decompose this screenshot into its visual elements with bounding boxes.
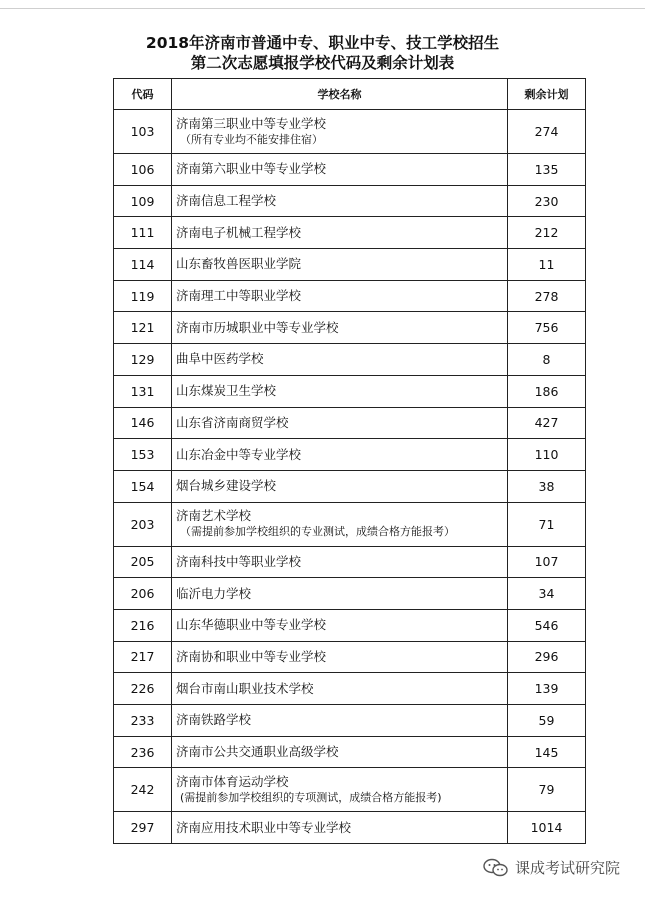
cell-school-name — [172, 439, 508, 471]
watermark — [483, 857, 620, 878]
header-name: 学校名称 — [172, 79, 508, 110]
cell-remaining-plan: 38 — [508, 470, 586, 502]
school-name: 临沂电力学校 — [176, 585, 252, 601]
table-row — [114, 736, 586, 768]
watermark-text: 课成考试研究院 — [515, 859, 621, 877]
cell-remaining-plan: 756 — [508, 312, 586, 344]
cell-school-name — [172, 280, 508, 312]
cell-school-name — [172, 110, 508, 154]
cell-remaining-plan: 139 — [508, 673, 586, 705]
table-row — [114, 217, 586, 249]
cell-remaining-plan: 212 — [508, 217, 586, 249]
cell-code: 297 — [114, 812, 172, 844]
school-name: 济南理工中等职业学校 — [176, 288, 302, 304]
table-row — [114, 546, 586, 578]
cell-code: 216 — [114, 609, 172, 641]
school-name: 济南电子机械工程学校 — [176, 224, 302, 240]
cell-remaining-plan: 427 — [508, 407, 586, 439]
cell-remaining-plan: 230 — [508, 185, 586, 217]
cell-remaining-plan: 278 — [508, 280, 586, 312]
cell-code: 206 — [114, 578, 172, 610]
school-name: 山东华德职业中等专业学校 — [176, 617, 327, 633]
school-note: (需提前参加学校组织的专项测试，成绩合格方能报考) — [180, 790, 442, 804]
cell-code: 106 — [114, 154, 172, 186]
school-name: 济南协和职业中等专业学校 — [176, 648, 327, 664]
table-row — [114, 812, 586, 844]
cell-school-name — [172, 546, 508, 578]
cell-remaining-plan: 274 — [508, 110, 586, 154]
school-name: 济南铁路学校 — [176, 712, 252, 728]
table-row — [114, 312, 586, 344]
cell-remaining-plan: 8 — [508, 344, 586, 376]
cell-school-name — [172, 312, 508, 344]
school-name: 济南市体育运动学校 — [176, 773, 289, 789]
school-name: 济南科技中等职业学校 — [176, 553, 302, 569]
school-note: （需提前参加学校组织的专业测试，成绩合格方能报考） — [180, 525, 455, 539]
school-name: 济南应用技术职业中等专业学校 — [176, 819, 352, 835]
table-header-row — [114, 79, 586, 110]
cell-remaining-plan: 1014 — [508, 812, 586, 844]
cell-school-name — [172, 641, 508, 673]
cell-remaining-plan: 296 — [508, 641, 586, 673]
cell-code: 242 — [114, 768, 172, 812]
cell-remaining-plan: 11 — [508, 249, 586, 281]
cell-school-name — [172, 185, 508, 217]
cell-remaining-plan: 135 — [508, 154, 586, 186]
cell-remaining-plan: 107 — [508, 546, 586, 578]
school-name: 山东煤炭卫生学校 — [176, 383, 277, 399]
cell-code: 109 — [114, 185, 172, 217]
page-title — [0, 33, 645, 73]
table-row — [114, 439, 586, 471]
school-name: 济南市历城职业中等专业学校 — [176, 319, 339, 335]
cell-school-name — [172, 673, 508, 705]
cell-remaining-plan: 71 — [508, 502, 586, 546]
cell-code: 131 — [114, 375, 172, 407]
header-code: 代码 — [114, 79, 172, 110]
cell-code: 226 — [114, 673, 172, 705]
school-name: 济南市公共交通职业高级学校 — [176, 744, 339, 760]
table-row — [114, 249, 586, 281]
cell-school-name — [172, 705, 508, 737]
cell-code: 236 — [114, 736, 172, 768]
cell-code: 203 — [114, 502, 172, 546]
school-note: （所有专业均不能安排住宿） — [180, 132, 323, 146]
school-name: 山东畜牧兽医职业学院 — [176, 256, 302, 272]
school-name: 济南第六职业中等专业学校 — [176, 161, 327, 177]
cell-school-name — [172, 407, 508, 439]
cell-school-name — [172, 768, 508, 812]
cell-code: 103 — [114, 110, 172, 154]
cell-school-name — [172, 154, 508, 186]
cell-remaining-plan: 79 — [508, 768, 586, 812]
cell-school-name — [172, 578, 508, 610]
school-name: 烟台市南山职业技术学校 — [176, 680, 314, 696]
school-name: 山东冶金中等专业学校 — [176, 446, 302, 462]
table-row — [114, 110, 586, 154]
school-name: 山东省济南商贸学校 — [176, 414, 289, 430]
cell-school-name — [172, 736, 508, 768]
cell-school-name — [172, 502, 508, 546]
cell-code: 217 — [114, 641, 172, 673]
school-name: 济南艺术学校 — [176, 508, 252, 524]
wechat-icon — [483, 858, 509, 878]
header-plan: 剩余计划 — [508, 79, 586, 110]
table-row — [114, 578, 586, 610]
table-row — [114, 375, 586, 407]
cell-remaining-plan: 59 — [508, 705, 586, 737]
school-name: 济南信息工程学校 — [176, 193, 277, 209]
table-row — [114, 641, 586, 673]
cell-remaining-plan: 110 — [508, 439, 586, 471]
cell-school-name — [172, 812, 508, 844]
cell-remaining-plan: 546 — [508, 609, 586, 641]
table-row — [114, 154, 586, 186]
cell-code: 111 — [114, 217, 172, 249]
cell-code: 129 — [114, 344, 172, 376]
table-row — [114, 407, 586, 439]
cell-code: 121 — [114, 312, 172, 344]
cell-code: 146 — [114, 407, 172, 439]
top-divider — [0, 8, 645, 9]
school-name: 曲阜中医药学校 — [176, 351, 264, 367]
cell-code: 153 — [114, 439, 172, 471]
cell-code: 114 — [114, 249, 172, 281]
table-row — [114, 280, 586, 312]
table-row — [114, 470, 586, 502]
cell-code: 205 — [114, 546, 172, 578]
cell-remaining-plan: 186 — [508, 375, 586, 407]
cell-remaining-plan: 34 — [508, 578, 586, 610]
cell-school-name — [172, 470, 508, 502]
title-line-2: 第二次志愿填报学校代码及剩余计划表 — [190, 54, 455, 72]
title-line-1: 2018年济南市普通中专、职业中专、技工学校招生 — [145, 34, 500, 52]
table-row — [114, 609, 586, 641]
school-name: 济南第三职业中等专业学校 — [176, 115, 327, 131]
cell-school-name — [172, 375, 508, 407]
table-row — [114, 502, 586, 546]
table-row — [114, 673, 586, 705]
cell-school-name — [172, 249, 508, 281]
cell-remaining-plan: 145 — [508, 736, 586, 768]
school-plan-table — [113, 78, 586, 844]
cell-code: 119 — [114, 280, 172, 312]
cell-code: 154 — [114, 470, 172, 502]
cell-school-name — [172, 609, 508, 641]
table-row — [114, 705, 586, 737]
cell-code: 233 — [114, 705, 172, 737]
table-row — [114, 185, 586, 217]
cell-school-name — [172, 344, 508, 376]
cell-school-name — [172, 217, 508, 249]
table-row — [114, 344, 586, 376]
table-row — [114, 768, 586, 812]
school-name: 烟台城乡建设学校 — [176, 478, 277, 494]
